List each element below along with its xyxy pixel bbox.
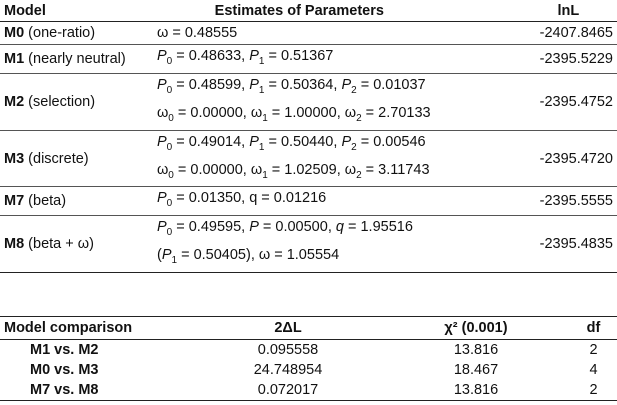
model-code: M1 [4, 50, 25, 67]
model-cell [0, 45, 143, 74]
table-row [0, 22, 617, 45]
two-delta-l-value: 0.095558 [257, 342, 319, 358]
model-cell [0, 22, 143, 45]
estimate-subscript: 0 [168, 169, 174, 181]
estimate-token: ( [156, 247, 162, 264]
comparison-label: M7 vs. M8 [0, 380, 194, 401]
comparison-label: M1 vs. M2 [30, 342, 99, 358]
model-description: (one-ratio) [24, 25, 96, 41]
estimate-subscript: 2 [356, 169, 362, 181]
model-code: M7 [4, 193, 25, 210]
model-comparison-table [0, 316, 617, 401]
estimate-subscript: 0 [168, 112, 174, 124]
estimate-token: = 0.50405), ω = 1.05554 [177, 247, 340, 264]
chi-square-value: 13.816 [382, 380, 570, 401]
estimate-token: P [161, 247, 172, 264]
estimate-token: = 0.01037 [356, 76, 426, 93]
table-row [0, 187, 617, 216]
estimate-token: = 0.49014, [172, 133, 250, 150]
table-row [0, 340, 617, 361]
estimate-subscript: 0 [166, 227, 173, 239]
estimate-subscript: 0 [166, 141, 173, 153]
model-cell [0, 216, 143, 273]
lnl-value: -2395.5555 [532, 187, 617, 216]
estimate-token: q [335, 219, 344, 236]
table-row [0, 130, 617, 187]
estimate-token: = 3.11743 [361, 161, 430, 178]
estimate-line [157, 216, 528, 244]
estimate-line [157, 244, 528, 272]
model-cell [0, 73, 143, 130]
estimate-subscript: 1 [258, 141, 265, 153]
table-row [0, 45, 617, 74]
estimate-token: = 2.70133 [361, 104, 431, 121]
header-model-comparison: Model comparison [0, 317, 194, 340]
estimate-token: P [156, 133, 167, 150]
estimates-cell [143, 216, 532, 273]
model-cell [0, 130, 143, 187]
model-code: M8 [4, 236, 25, 253]
estimate-token: = 1.02509, [267, 161, 345, 178]
estimate-token: = 0.00500, [258, 219, 336, 236]
estimate-token: = 0.51367 [264, 48, 334, 64]
two-delta-l-value: 24.748954 [253, 362, 323, 378]
df-value: 2 [570, 380, 617, 401]
estimate-token: = 0.48633, [172, 48, 250, 64]
model-description: (beta + ω) [24, 236, 94, 253]
model-description: (nearly neutral) [24, 50, 126, 67]
header-chi-square: χ² (0.001) [382, 317, 570, 340]
estimate-subscript: 0 [166, 198, 173, 210]
lnl-value: -2395.4835 [532, 216, 617, 273]
estimate-line [157, 159, 528, 187]
estimate-token: P [249, 219, 259, 236]
model-code: M0 [4, 25, 25, 41]
estimate-token: ω [344, 161, 357, 178]
estimate-line [157, 131, 528, 159]
estimate-token: = 0.00000, [173, 161, 251, 178]
table-row [0, 216, 617, 273]
header-estimates: Estimates of Parameters [143, 0, 532, 22]
header-two-delta-l: 2ΔL [194, 317, 382, 340]
estimates-cell [143, 187, 532, 216]
comparison-label: M0 vs. M3 [30, 362, 99, 378]
estimate-token: P [249, 76, 259, 93]
lnl-value: -2407.8465 [532, 22, 617, 45]
estimate-token: = 0.49595, [172, 219, 250, 236]
lnl-value: -2395.4720 [532, 130, 617, 187]
table-header-row [0, 0, 617, 22]
estimate-token: ω [250, 104, 263, 121]
table-row [0, 73, 617, 130]
estimate-token: = 0.48599, [172, 76, 250, 93]
estimate-subscript: 1 [262, 169, 268, 181]
model-code: M3 [4, 150, 25, 167]
estimate-token: P [156, 190, 167, 207]
estimate-token: = 1.95516 [343, 219, 413, 236]
df-value: 2 [589, 342, 598, 358]
lnl-value: -2395.4752 [532, 73, 617, 130]
estimate-subscript: 2 [356, 112, 362, 124]
estimate-token: P [156, 219, 167, 236]
estimate-token: ω = 0.48555 [156, 25, 238, 41]
estimates-cell [143, 130, 532, 187]
estimate-token: = 1.00000, [267, 104, 345, 121]
estimate-subscript: 1 [262, 112, 268, 124]
estimate-line [157, 187, 528, 215]
estimate-token: P [249, 133, 259, 150]
two-delta-l-value: 0.072017 [194, 380, 382, 401]
estimate-subscript: 1 [258, 84, 265, 96]
chi-square-value: 18.467 [453, 362, 499, 378]
estimate-token: = 0.50440, [264, 133, 342, 150]
estimate-subscript: 0 [166, 55, 173, 67]
chi-square-value: 13.816 [453, 342, 499, 358]
estimate-token: P [341, 133, 352, 150]
model-description: (discrete) [24, 150, 89, 167]
estimate-line [157, 22, 528, 44]
header-df: df [570, 317, 617, 340]
estimate-token: = 0.00000, [173, 104, 251, 121]
estimate-token: = 0.00546 [356, 133, 426, 150]
estimate-token: = 0.50364, [264, 76, 342, 93]
estimate-subscript: 2 [351, 84, 357, 96]
estimate-line [157, 102, 528, 130]
estimate-token: ω [344, 104, 357, 121]
estimate-line [157, 45, 528, 73]
estimate-token: P [341, 76, 352, 93]
estimates-cell [143, 22, 532, 45]
estimates-cell [143, 45, 532, 74]
estimate-token: = 0.01350, q = 0.01216 [172, 190, 327, 207]
header-model: Model [0, 0, 143, 22]
estimate-token: ω [250, 161, 263, 178]
model-description: (beta) [24, 193, 67, 210]
header-lnl: lnL [532, 0, 617, 22]
estimate-line [157, 74, 528, 102]
table-row [0, 360, 617, 380]
estimate-subscript: 2 [351, 141, 357, 153]
table-row [0, 380, 617, 401]
estimate-token: ω [156, 104, 169, 121]
lnl-value: -2395.5229 [532, 45, 617, 74]
model-description: (selection) [24, 93, 96, 110]
model-cell [0, 187, 143, 216]
estimate-token: P [156, 48, 167, 64]
estimate-subscript: 1 [171, 255, 178, 267]
estimate-token: ω [156, 161, 169, 178]
table-header-row [0, 317, 617, 340]
estimate-subscript: 1 [258, 55, 265, 67]
estimate-token: P [249, 48, 259, 64]
model-code: M2 [4, 93, 25, 110]
df-value: 4 [589, 362, 598, 378]
estimate-subscript: 0 [166, 84, 173, 96]
estimates-cell [143, 73, 532, 130]
estimate-token: P [156, 76, 167, 93]
